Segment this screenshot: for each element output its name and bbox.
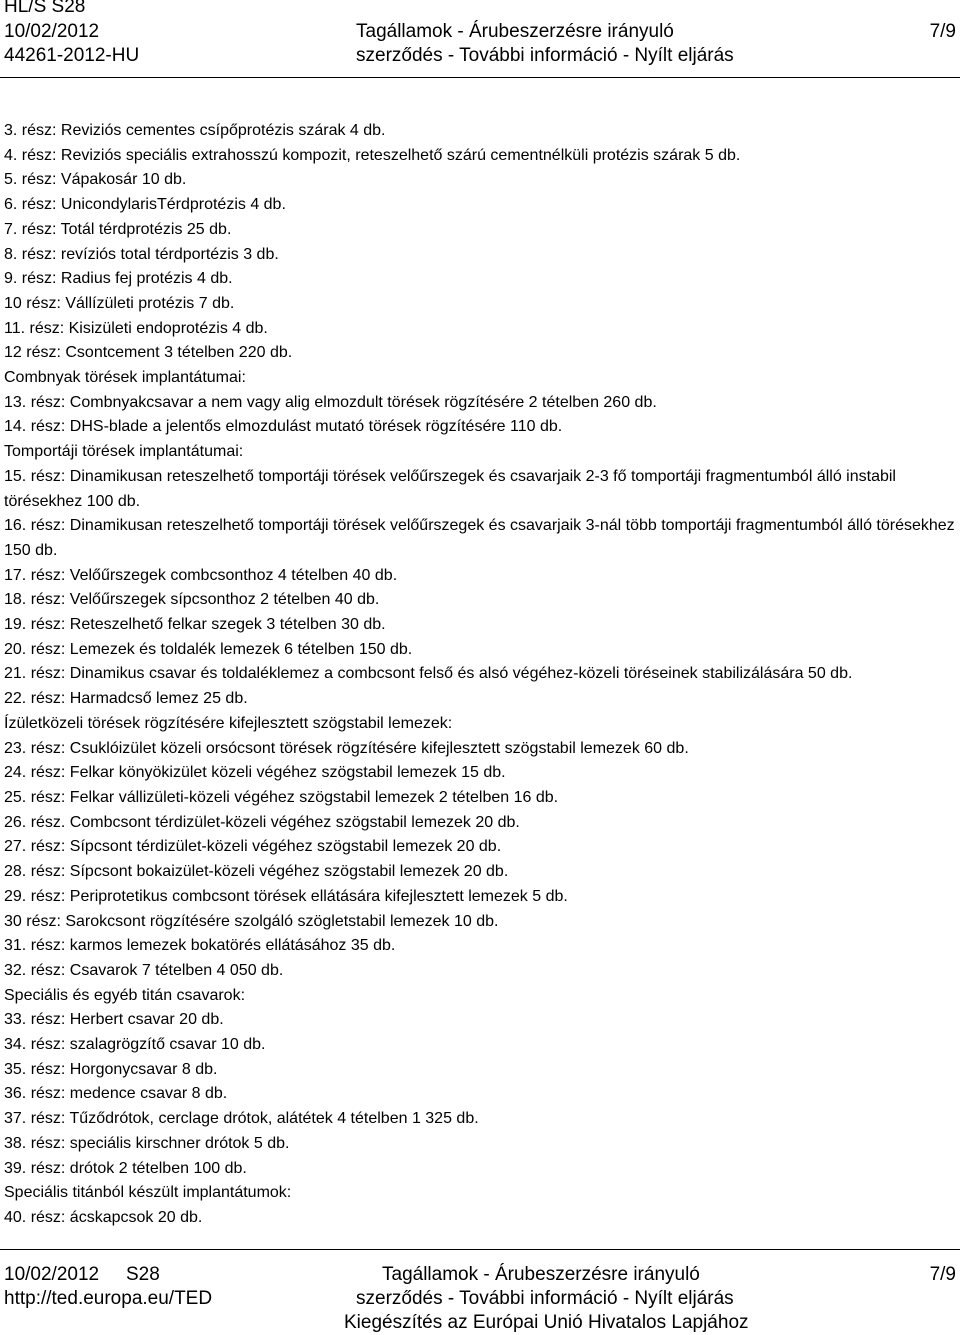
section-heading: Tomportáji törések implantátumai:: [4, 443, 244, 461]
text-line: 6. rész: UnicondylarisTérdprotézis 4 db.: [4, 196, 286, 214]
text-line: 9. rész: Radius fej protézis 4 db.: [4, 270, 233, 288]
text-line: 20. rész: Lemezek és toldalék lemezek 6 tételben 150 db.: [4, 640, 413, 658]
text-line: 28. rész: Sípcsont bokaizület-közeli végéhez szögstabil lemezek 20 db.: [4, 863, 509, 881]
text-line: 36. rész: medence csavar 8 db.: [4, 1085, 228, 1103]
header-page-number: 7/9: [929, 21, 956, 42]
text-line: 15. rész: Dinamikusan reteszelhető tomportáji törések velőűrszegek és csavarjaik 2-3 fő tomportáji fragmentumból álló instabil törésekhez 100 db.: [4, 467, 896, 510]
page-header: [0, 0, 960, 72]
section-heading: Speciális és egyéb titán csavarok:: [4, 986, 246, 1004]
document-body: [4, 119, 956, 1231]
text-line: 7. rész: Totál térdprotézis 25 db.: [4, 220, 232, 238]
text-line: 21. rész: Dinamikus csavar és toldaléklemez a combcsont felső és alsó végéhez-közeli töréseinek stabilizálására 50 db.: [4, 665, 853, 683]
text-line: 32. rész: Csavarok 7 tételben 4 050 db.: [4, 961, 284, 979]
footer-title-line3: Kiegészítés az Európai Unió Hivatalos Lapjához: [344, 1312, 749, 1333]
text-line: 16. rész: Dinamikusan reteszelhető tomportáji törések velőűrszegek és csavarjaik 3-nál több tomportáji fragmentumból álló törésekhez 150 db.: [4, 517, 955, 559]
section-heading: Ízületközeli törések rögzítésére kifejlesztett szögstabil lemezek:: [4, 714, 453, 732]
text-line: 35. rész: Horgonycsavar 8 db.: [4, 1060, 218, 1078]
text-line: 39. rész: drótok 2 tételben 100 db.: [4, 1159, 247, 1177]
header-title-line2: szerződés - További információ - Nyílt eljárás: [356, 45, 734, 66]
text-line: 27. rész: Sípcsont térdizület-közeli végéhez szögstabil lemezek 20 db.: [4, 838, 502, 856]
section-heading: Combnyak törések implantátumai:: [4, 369, 246, 387]
header-title-line1: Tagállamok - Árubeszerzésre irányuló: [356, 21, 674, 42]
text-line: 13. rész: Combnyakcsavar a nem vagy alig elmozdult törések rögzítésére 2 tételben 260 db.: [4, 393, 657, 411]
text-line: 11. rész: Kisizületi endoprotézis 4 db.: [4, 319, 268, 337]
doc-code: HL/S S28: [4, 0, 86, 17]
section-heading: Speciális titánból készült implantátumok:: [4, 1184, 292, 1202]
text-line: 24. rész: Felkar könyökizület közeli végéhez szögstabil lemezek 15 db.: [4, 764, 506, 782]
text-line: 33. rész: Herbert csavar 20 db.: [4, 1011, 224, 1029]
text-line: 38. rész: speciális kirschner drótok 5 db.: [4, 1134, 290, 1152]
text-line: 8. rész: revíziós total térdportézis 3 db.: [4, 245, 279, 263]
text-line: 3. rész: Reviziós cementes csípőprotézis szárak 4 db.: [4, 122, 386, 139]
text-line: 14. rész: DHS-blade a jelentős elmozdulást mutató törések rögzítésére 110 db.: [4, 418, 563, 436]
text-line: 25. rész: Felkar vállizületi-közeli végéhez szögstabil lemezek 2 tételben 16 db.: [4, 788, 559, 806]
text-line: 18. rész: Velőűrszegek sípcsonthoz 2 tételben 40 db.: [4, 591, 380, 609]
text-line: 23. rész: Csuklóizület közeli orsócsont törések rögzítésére kifejlesztett szögstabil lemezek 60 db.: [4, 739, 689, 757]
footer-divider: [0, 1249, 960, 1250]
text-line: 22. rész: Harmadcső lemez 25 db.: [4, 690, 248, 708]
text-line: 17. rész: Velőűrszegek combcsonthoz 4 tételben 40 db.: [4, 566, 398, 584]
notice-id: 44261-2012-HU: [4, 45, 140, 66]
text-line: 19. rész: Reteszelhető felkar szegek 3 tételben 30 db.: [4, 616, 386, 634]
footer-title-line2: szerződés - További információ - Nyílt eljárás: [356, 1288, 734, 1309]
text-line: 5. rész: Vápakosár 10 db.: [4, 171, 187, 189]
text-line: 4. rész: Reviziós speciális extrahosszú kompozit, reteszelhető szárú cementnélküli protézis szárak 5 db.: [4, 146, 741, 164]
text-line: 10 rész: Vállízületi protézis 7 db.: [4, 294, 235, 312]
text-line: 34. rész: szalagrögzítő csavar 10 db.: [4, 1036, 266, 1054]
footer-url: http://ted.europa.eu/TED: [4, 1288, 213, 1309]
text-line: 12 rész: Csontcement 3 tételben 220 db.: [4, 344, 293, 362]
footer-page-number: 7/9: [929, 1264, 956, 1285]
text-line: 31. rész: karmos lemezek bokatörés ellátásához 35 db.: [4, 937, 396, 955]
footer-date: 10/02/2012: [4, 1264, 100, 1285]
text-line: 30 rész: Sarokcsont rögzítésére szolgáló szögletstabil lemezek 10 db.: [4, 912, 499, 930]
header-date: 10/02/2012: [4, 21, 100, 42]
footer-series: S28: [126, 1264, 160, 1285]
footer-title-line1: Tagállamok - Árubeszerzésre irányuló: [382, 1264, 700, 1285]
text-line: 29. rész: Periprotetikus combcsont törések ellátására kifejlesztett lemezek 5 db.: [4, 887, 568, 905]
header-divider: [0, 77, 960, 78]
text-line: 26. rész. Combcsont térdizület-közeli végéhez szögstabil lemezek 20 db.: [4, 813, 520, 831]
text-line: 37. rész: Tűződrótok, cerclage drótok, alátétek 4 tételben 1 325 db.: [4, 1110, 479, 1128]
text-line: 40. rész: ácskapcsok 20 db.: [4, 1208, 203, 1226]
